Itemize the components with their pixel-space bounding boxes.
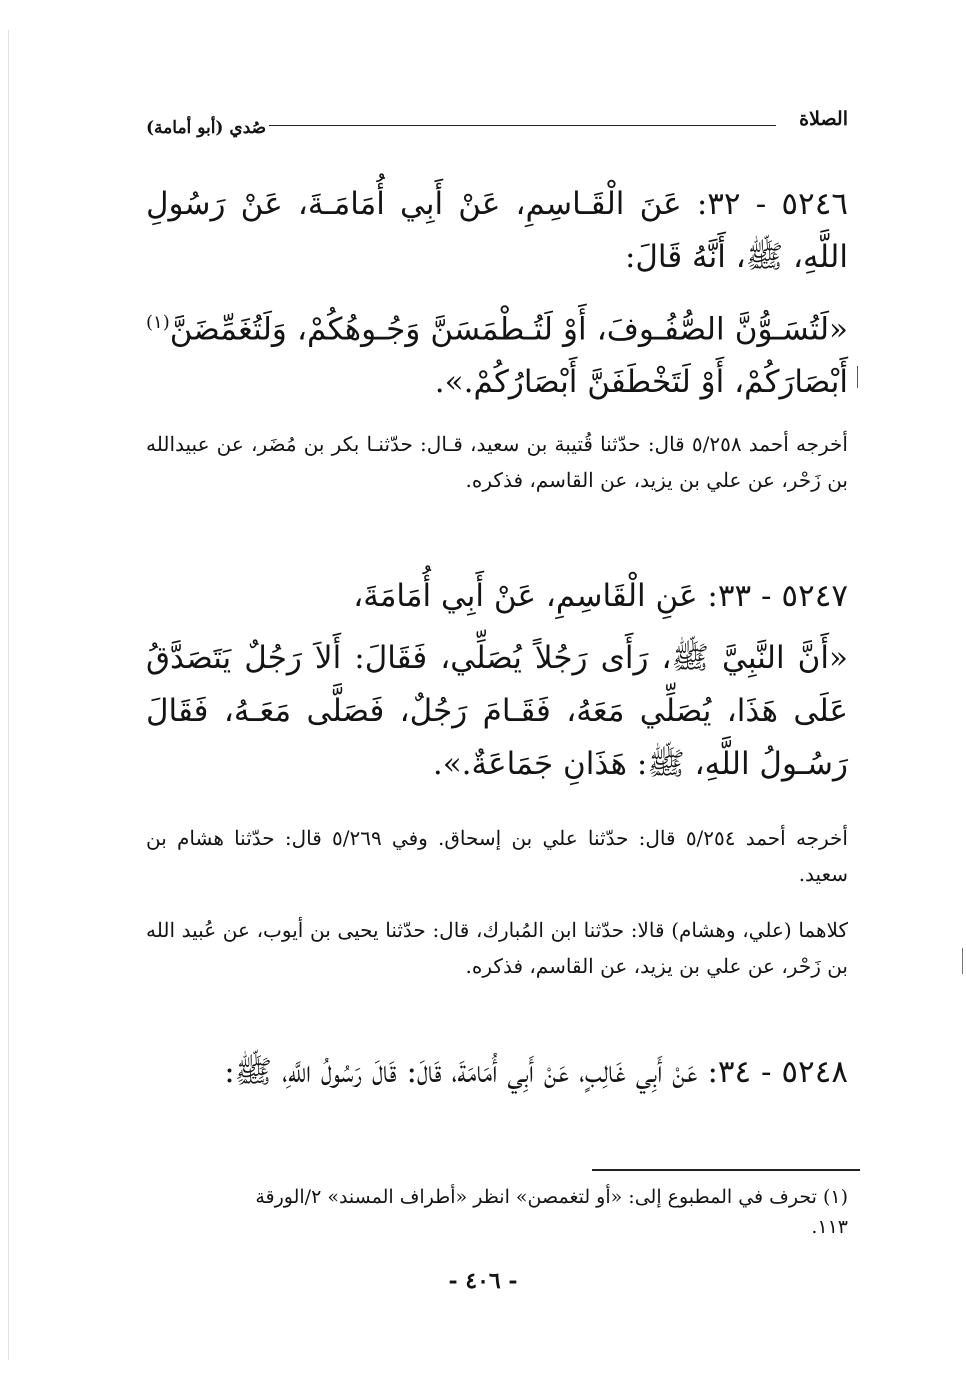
margin-mark <box>962 948 963 974</box>
header-rule <box>269 125 776 126</box>
hadith-heading: ٥٢٤٦ - ٣٢: عَنَ الْقَـاسِمِ، عَنْ أَبِي أُمَامَـةَ، عَنْ رَسُولِ اللَّهِ، ﷺ، أَنَّهُ قَالَ: <box>146 186 849 275</box>
header-section-title: الصلاة <box>799 108 848 130</box>
page-number: - ٤٠٦ - <box>448 1268 518 1294</box>
hadith-text: «أَنَّ النَّبِيَّ ﷺ، رَأَى رَجُلاً يُصَلِّي، فَقَالَ: أَلاَ رَجُلٌ يَتَصَدَّقُ عَلَى هَذَا، يُصَلِّي مَعَهُ، فَقَـامَ رَجُلٌ، فَصَلَّى مَعَـهُ، فَقَالَ رَسُـولُ اللَّهِ، ﷺ: هَذَانِ جَمَاعَةٌ.». <box>146 640 848 782</box>
hadith-text-part: «لَتُسَـوُّنَّ الصُّفُـوفَ، أَوْ لَتُـطْمَسَنَّ وَجُـوهُكُمْ، وَلَتُغَمِّضَنَّ <box>169 311 848 348</box>
margin-mark <box>857 366 858 388</box>
hadith-heading: ٥٢٤٨ - ٣٤: عَنْ أَبِي غَالِبٍ، عَنْ أَبِي أُمَامَةَ، قَالَ: قَالَ رَسُولُ اللَّهِ، ﷺ: <box>224 1054 848 1090</box>
running-header <box>146 108 848 138</box>
footnote-marker: (١) <box>146 312 170 333</box>
hadith-text <box>146 296 848 409</box>
footnote: (١) تحرف في المطبوع إلى: «أو لتغمصن» انظر «أطراف المسند» ٢/الورقة ١١٣. <box>255 1186 848 1238</box>
takhrij-paragraph: أخرجه أحمد ٥/٢٥٨ قال: حدّثنا قُتيبة بن سعيد، قـال: حدّثنـا بكر بن مُضَر، عن عبيدالله بن زَحْر، عن علي بن يزيد، عن القاسم، فذكره. <box>146 432 848 492</box>
header-narrator: صُدي (أبو أمامة) <box>146 118 267 138</box>
scan-margin-line <box>8 30 9 1360</box>
takhrij-paragraph: كلاهما (علي، وهشام) قالا: حدّثنا ابن المُبارك، قال: حدّثنا يحيى بن أيوب، عن عُبيد الله بن زَحْر، عن علي بن يزيد، عن القاسم، فذكره. <box>146 918 848 978</box>
hadith-heading: ٥٢٤٧ - ٣٣: عَنِ الْقَاسِمِ، عَنْ أَبِي أُمَامَةَ، <box>353 578 848 614</box>
footnote-separator <box>592 1169 860 1171</box>
hadith-text-part: أَبْصَارَكُمْ، أَوْ لَتَخْطَفَنَّ أَبْصَارُكُمْ.». <box>434 364 848 401</box>
takhrij-paragraph: أخرجه أحمد ٥/٢٥٤ قال: حدّثنا علي بن إسحاق. وفي ٥/٢٦٩ قال: حدّثنا هشام بن سعيد. <box>146 826 848 886</box>
